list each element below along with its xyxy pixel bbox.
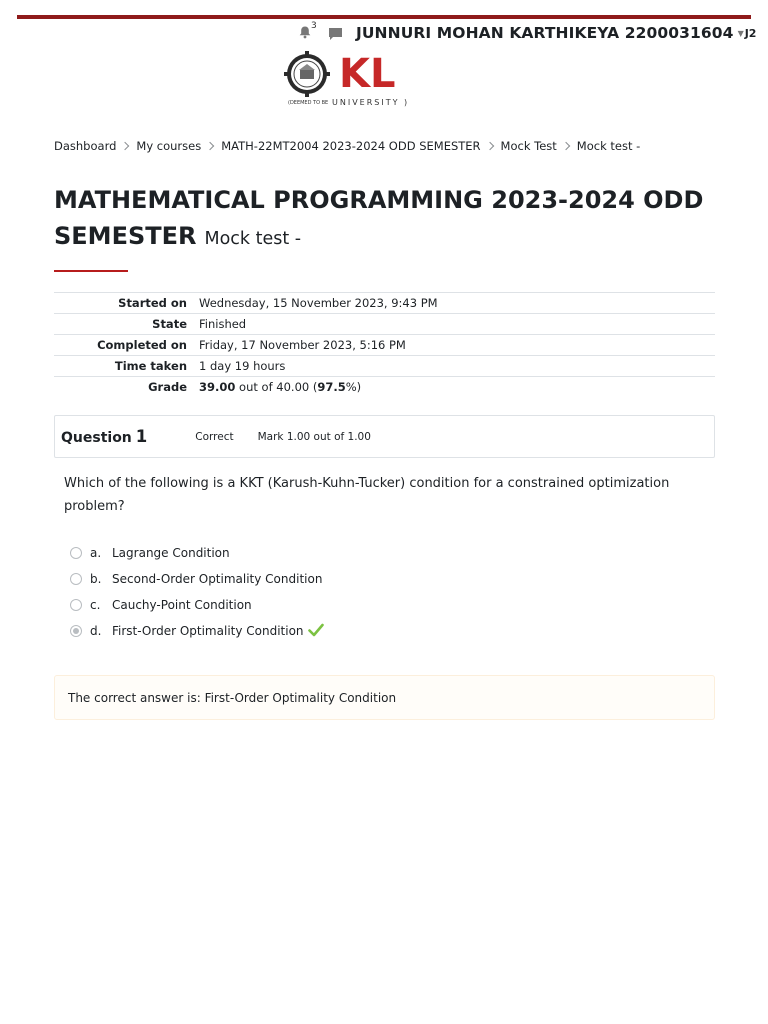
logo-deemed-text: (DEEMED TO BE: [288, 100, 329, 106]
grade-percent: 97.5: [317, 380, 346, 395]
completed-on-value: Friday, 17 November 2023, 5:16 PM: [199, 338, 406, 352]
question-mark: Mark 1.00 out of 1.00: [257, 430, 371, 443]
grade-value: [199, 377, 715, 398]
attempt-summary-table: [54, 292, 715, 398]
user-name[interactable]: JUNNURI MOHAN KARTHIKEYA 2200031604: [356, 24, 734, 42]
title-underline: [54, 270, 128, 272]
answer-option-c: [70, 592, 324, 618]
state-value: Finished: [199, 317, 247, 331]
summary-row-grade: [54, 377, 715, 398]
grade-score: 39.00: [199, 380, 236, 395]
question-number: [61, 427, 147, 446]
question-state: Correct: [195, 430, 234, 443]
feedback-text: The correct answer is: First-Order Optimality Condition: [68, 690, 397, 705]
question-label: Question: [61, 430, 132, 446]
user-avatar-initials[interactable]: J2: [744, 26, 757, 40]
grade-label: Grade: [148, 380, 187, 395]
started-on-label: Started on: [118, 296, 187, 310]
answer-text: Second-Order Optimality Condition: [112, 572, 323, 586]
logo-kl-text: KL: [339, 51, 396, 97]
logo-university-text: UNIVERSITY ): [332, 98, 410, 107]
grade-out-of: out of 40.00 (: [235, 380, 318, 395]
started-on-value: Wednesday, 15 November 2023, 9:43 PM: [199, 296, 438, 310]
answer-text: Cauchy-Point Condition: [112, 598, 252, 612]
chevron-right-icon: [485, 142, 493, 150]
notification-count: 3: [311, 21, 317, 31]
completed-on-label: Completed on: [97, 338, 187, 352]
grade-end: %): [345, 380, 362, 395]
notification-bell-icon[interactable]: [298, 21, 317, 41]
summary-row-time: [54, 356, 715, 377]
answer-text: Lagrange Condition: [112, 546, 230, 560]
answer-option-a: [70, 540, 324, 566]
answer-list: [70, 540, 324, 644]
user-navigation: [298, 22, 756, 44]
breadcrumb-dashboard[interactable]: Dashboard: [54, 139, 117, 153]
breadcrumb-my-courses[interactable]: My courses: [136, 139, 202, 153]
answer-text: First-Order Optimality Condition: [112, 624, 304, 638]
breadcrumb-mock-test-section[interactable]: Mock Test: [500, 139, 557, 153]
answer-letter: d.: [90, 624, 102, 638]
chevron-right-icon: [562, 142, 570, 150]
summary-row-state: [54, 314, 715, 335]
page-title: [54, 182, 734, 257]
breadcrumb-course[interactable]: MATH-22MT2004 2023-2024 ODD SEMESTER: [221, 139, 481, 153]
question-info-box: [54, 415, 715, 458]
question-text: Which of the following is a KKT (Karush-Kuhn-Tucker) condition for a constrained optimization problem?: [64, 476, 670, 514]
answer-letter: b.: [90, 572, 102, 586]
course-title: MATHEMATICAL PROGRAMMING 2023-2024 ODD SEMESTER: [54, 186, 704, 250]
chevron-right-icon: [121, 142, 129, 150]
breadcrumb: [54, 139, 640, 153]
correct-check-icon: [308, 623, 324, 640]
time-taken-value: 1 day 19 hours: [199, 359, 286, 373]
answer-radio-c[interactable]: [70, 599, 82, 611]
answer-option-b: [70, 566, 324, 592]
answer-radio-d[interactable]: [70, 625, 82, 637]
messages-icon[interactable]: [328, 26, 344, 40]
state-label: State: [152, 317, 187, 331]
summary-row-completed: [54, 335, 715, 356]
answer-option-d: [70, 618, 324, 644]
kl-university-logo[interactable]: [283, 46, 428, 108]
question-number-value: 1: [135, 427, 148, 446]
answer-letter: c.: [90, 598, 101, 612]
correct-answer-feedback: [54, 675, 715, 720]
time-taken-label: Time taken: [114, 359, 187, 373]
activity-subtitle: Mock test -: [204, 229, 302, 249]
summary-row-started: [54, 293, 715, 314]
user-menu-caret-icon[interactable]: ▼: [737, 28, 744, 38]
answer-radio-a[interactable]: [70, 547, 82, 559]
answer-radio-b[interactable]: [70, 573, 82, 585]
breadcrumb-mock-test[interactable]: Mock test -: [576, 139, 641, 153]
top-brand-bar: [17, 15, 751, 19]
chevron-right-icon: [206, 142, 214, 150]
answer-letter: a.: [90, 546, 102, 560]
